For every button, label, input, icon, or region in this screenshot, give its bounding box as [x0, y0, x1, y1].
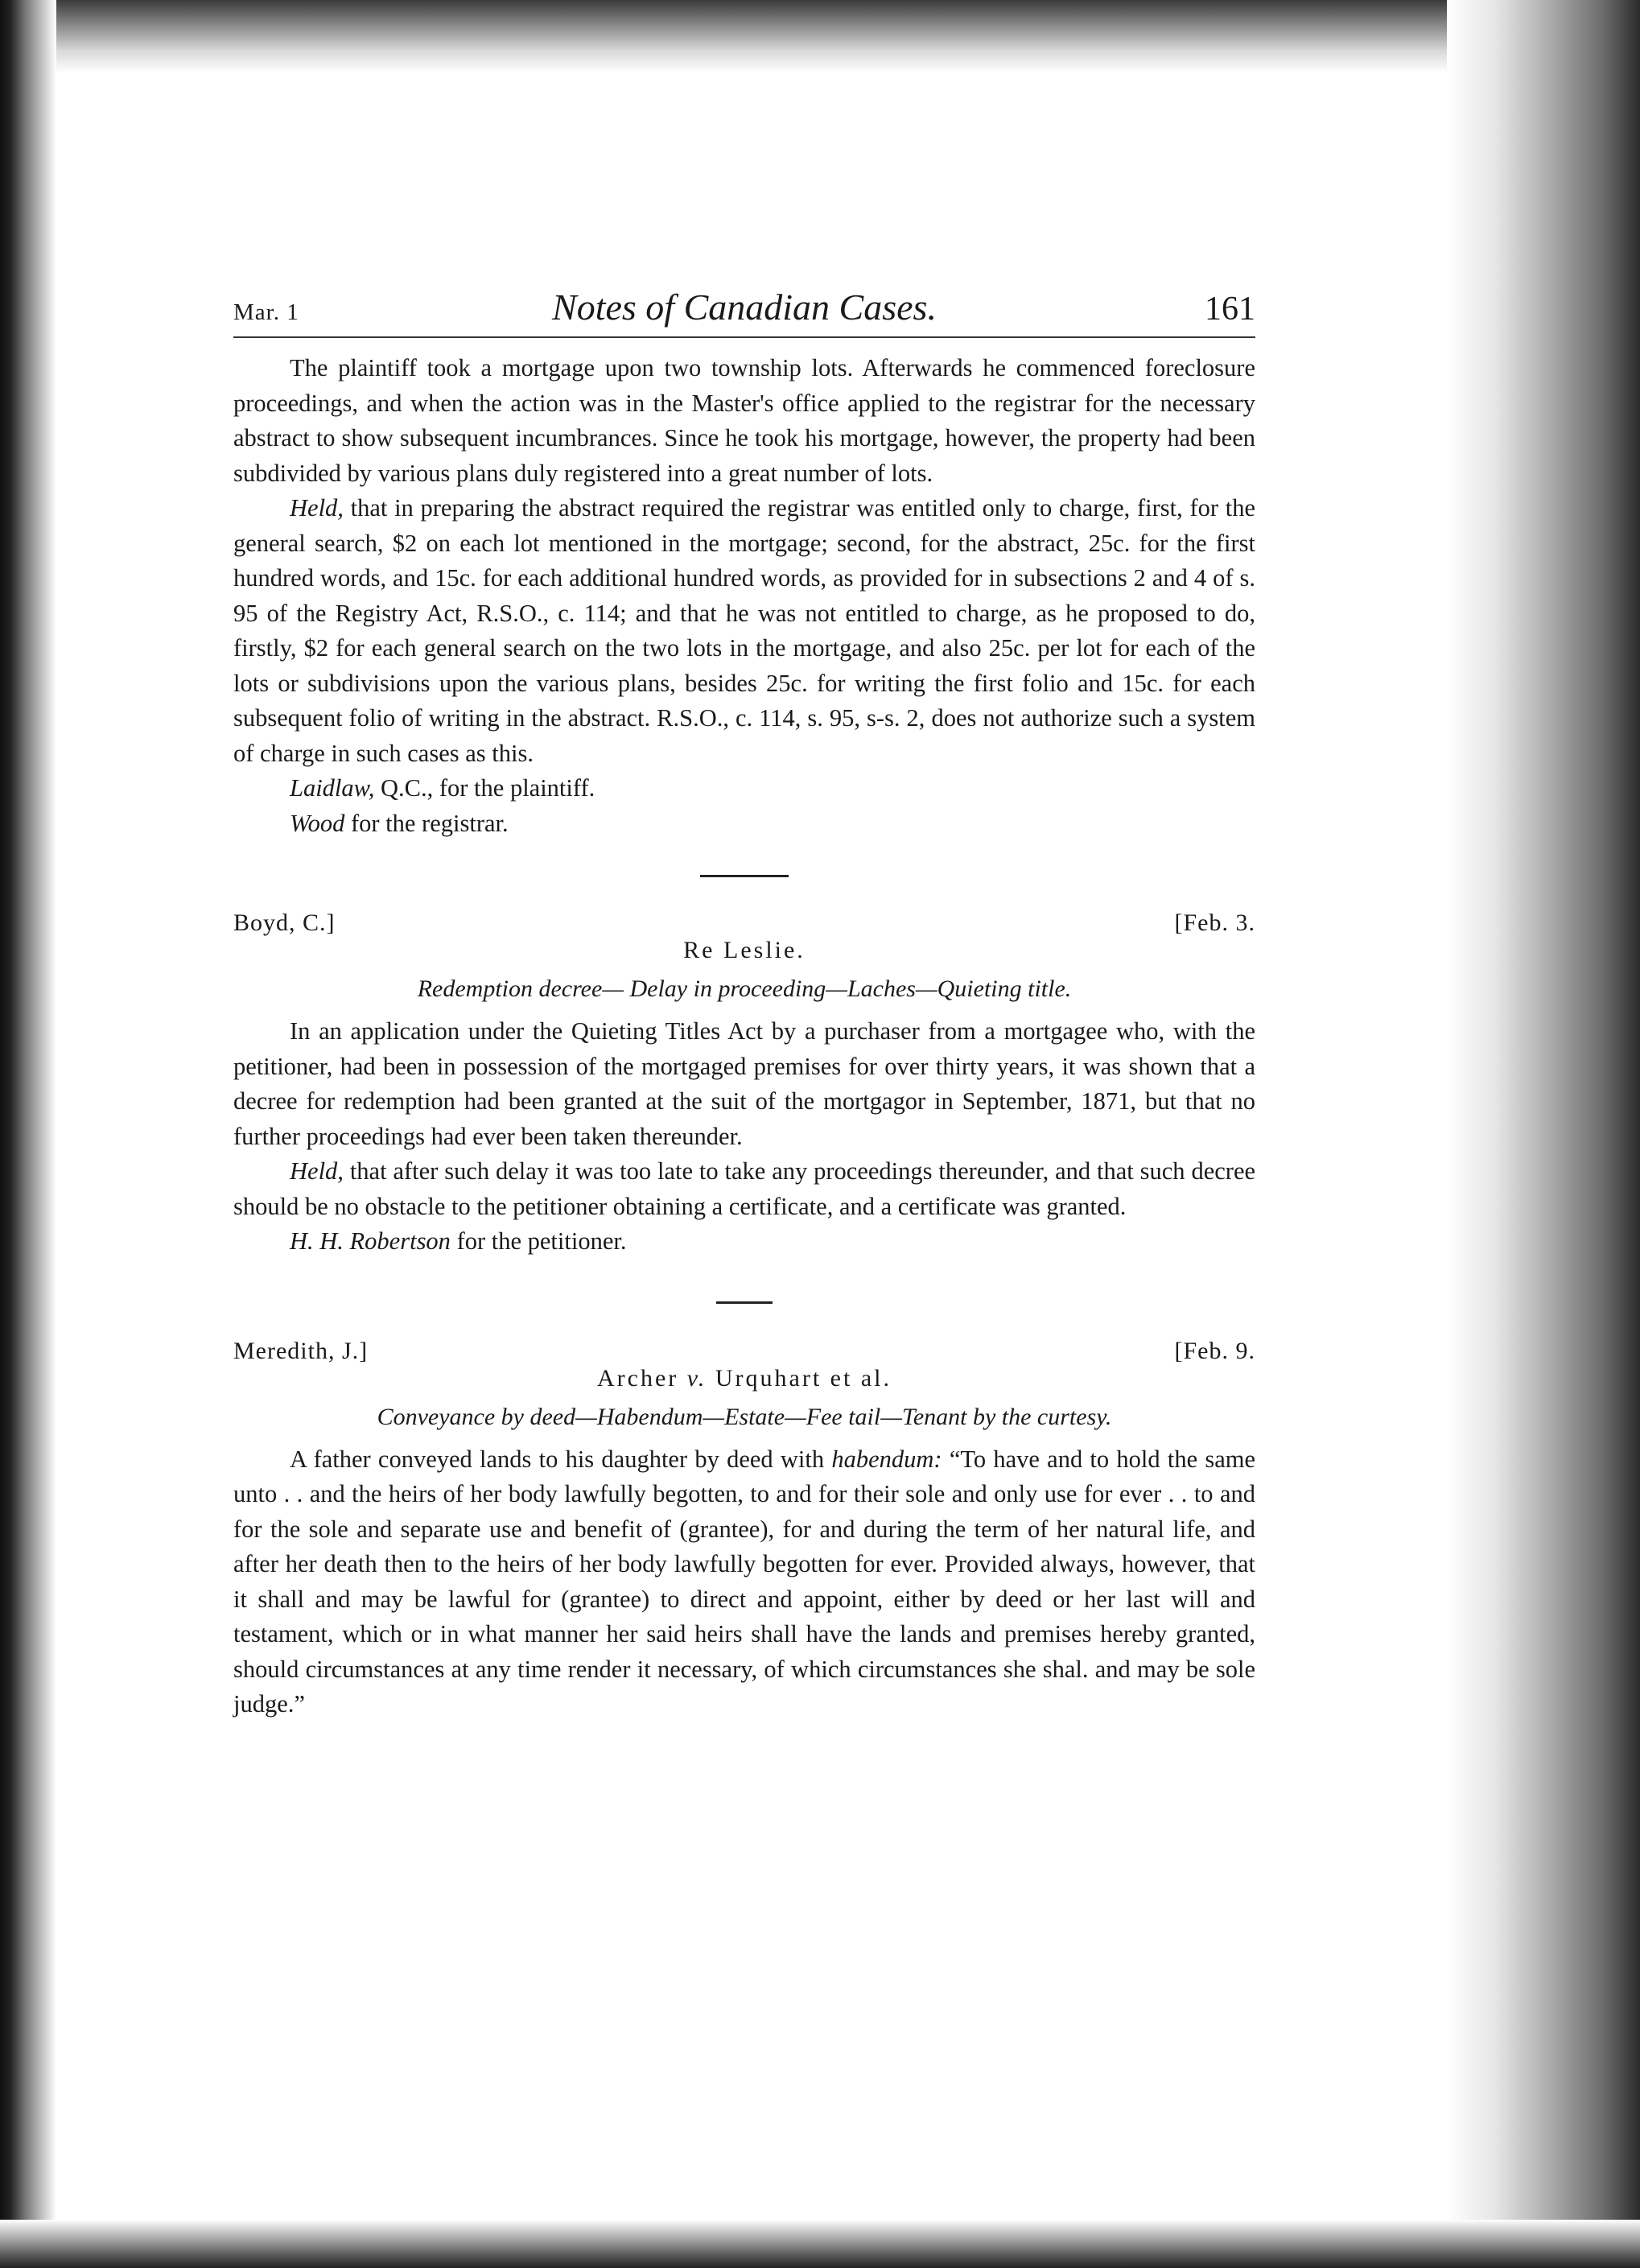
case3-title-b: Urquhart et al. [715, 1364, 892, 1392]
case2-counsel-1 [233, 1224, 1255, 1260]
case1-counsel-2 [233, 806, 1255, 842]
running-head [233, 286, 1255, 338]
case2-held-text: that after such delay it was too late to take any proceedings thereunder, and that such decree should be no obstacle to the petitioner obtaining a certificate, and a certificate was granted. [233, 1157, 1256, 1220]
counsel-name: H. H. Robertson [290, 1227, 451, 1255]
counsel-name: Wood [290, 809, 345, 837]
case2-judge: Boyd, C.] [233, 909, 336, 936]
case1-held [233, 491, 1255, 771]
case3-title [233, 1365, 1255, 1392]
counsel-name: Laidlaw, [290, 774, 375, 802]
scan-border-top [0, 0, 1640, 72]
case2-held-word: Held, [290, 1157, 344, 1185]
scan-border-bottom [0, 2220, 1640, 2268]
case3-facts-start: A father conveyed lands to his daughter by deed with [290, 1445, 825, 1473]
case3-date: [Feb. 9. [1174, 1337, 1255, 1364]
header-title: Notes of Canadian Cases. [552, 287, 937, 328]
counsel-role: for the registrar. [350, 809, 509, 837]
counsel-role: for the petitioner. [456, 1227, 627, 1255]
case2-judge-line [233, 909, 1255, 937]
case3-facts-habendum: habendum: [831, 1445, 942, 1473]
case1-facts: The plaintiff took a mortgage upon two township lots. Afterwards he commenced foreclosure proceedings, and when the action was in the Master's office applied to the registrar for the necessary abstract to show subsequent incumbrances. Since he took his mortgage, however, the property had been subdivided by various plans duly registered into a great number of lots. [233, 354, 1255, 487]
case3-title-v: v. [686, 1364, 707, 1392]
counsel-role: Q.C., for the plaintiff. [381, 774, 595, 802]
header-date: Mar. 1 [233, 299, 299, 325]
scan-border-right [1447, 0, 1640, 2268]
header-page-number: 161 [1205, 291, 1255, 328]
case3-facts-rest: “To have and to hold the same unto . . and the heirs of her body lawfully begotten, to and for their sole and only use for ever . . to and for the sole and separate use and benefit of (grantee), for and during the term of her natural life, and after her death then to the heirs of her body lawfully begotten for ever. Provided always, however, that it shall and may be lawful for (grantee) to direct and appoint, either by deed or her last will and testament, which or in what manner her said heirs shall have the lands and premises hereby granted, should circumstances at any time render it necessary, of which circumstances she shal. and may be sole judge.” [233, 1445, 1256, 1717]
page-content [233, 286, 1255, 1722]
case1-held-word: Held, [290, 494, 344, 522]
case3-facts [233, 1442, 1255, 1722]
scan-border-left [0, 0, 56, 2268]
case3-judge: Meredith, J.] [233, 1337, 369, 1364]
case3-judge-line [233, 1338, 1255, 1365]
case2-held [233, 1154, 1255, 1224]
case2-facts: In an application under the Quieting Titles Act by a purchaser from a mortgagee who, with the petitioner, had been in possession of the mortgaged premises for over thirty years, it was shown that a decree for redemption had been granted at the suit of the mortgagor in September, 1871, but that no further proceedings had ever been taken thereunder. [233, 1017, 1255, 1150]
case1-counsel-1 [233, 771, 1255, 806]
case1-held-text: that in preparing the abstract required the registrar was entitled only to charge, first, for the general search, $2 on each lot mentioned in the mortgage; second, for the abstract, 25c. for the first hundred words, and 15c. for each additional hundred words, as provided for in subsections 2 and 4 of s. 95 of the Registry Act, R.S.O., c. 114; and that he was not entitled to charge, as he proposed to do, firstly, $2 for each general search on the two lots in the mortgage, and also 25c. per lot for each of the lots or subdivisions upon the various plans, besides 25c. for writing the first folio and 15c. for each subsequent folio of writing in the abstract. R.S.O., c. 114, s. 95, s-s. 2, does not authorize such a system of charge in such cases as this. [233, 494, 1255, 767]
case3-catchwords: Conveyance by deed—Habendum—Estate—Fee tail—Tenant by the curtesy. [377, 1403, 1112, 1430]
case2-catchwords: Redemption decree— Delay in proceeding—Laches—Quieting title. [417, 975, 1072, 1002]
case3-title-a: Archer [597, 1364, 679, 1392]
case2-title: Re Leslie. [683, 937, 806, 963]
case2-date: [Feb. 3. [1174, 909, 1255, 936]
